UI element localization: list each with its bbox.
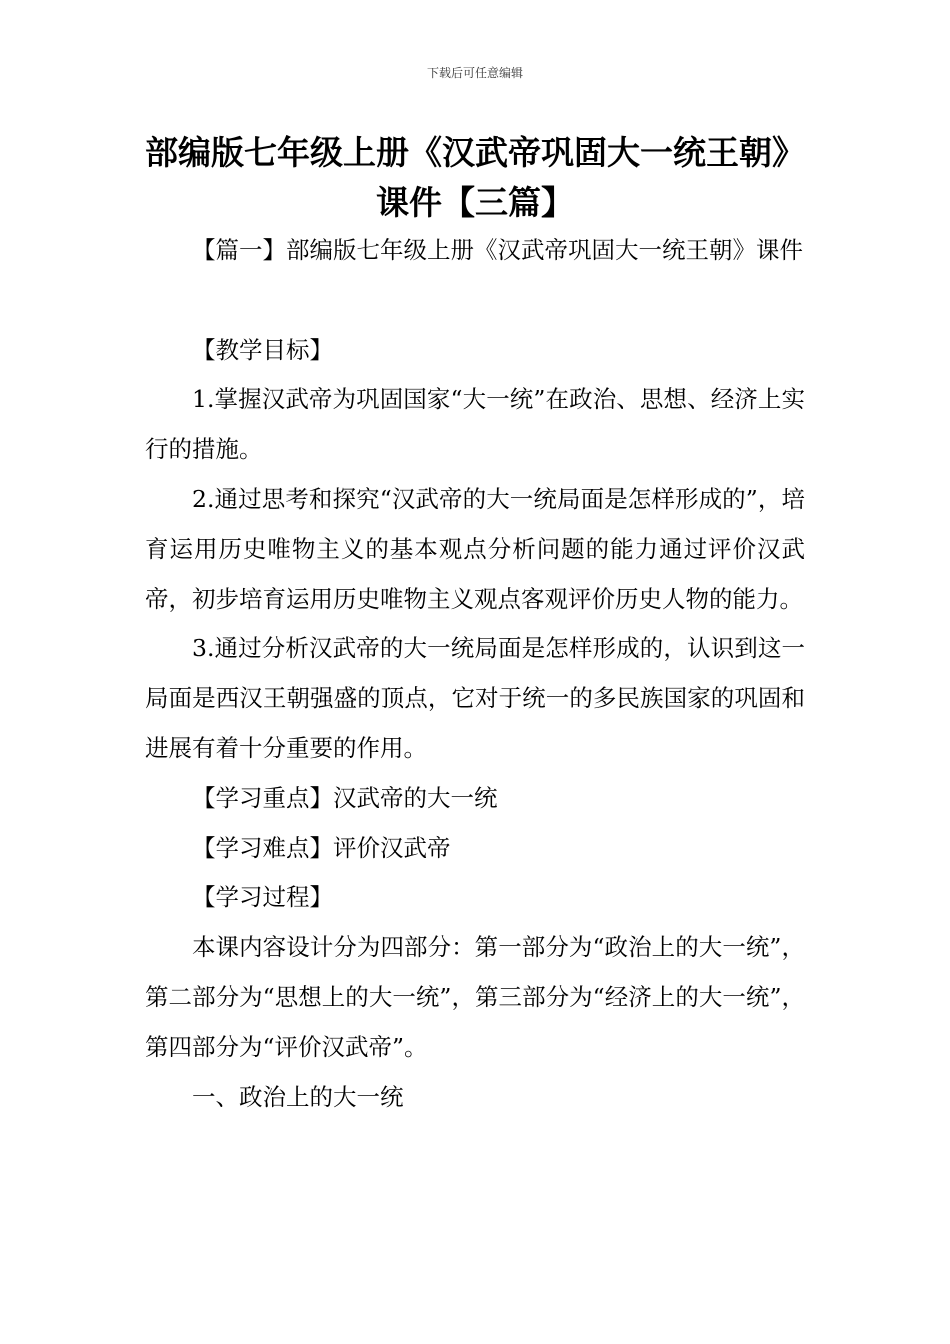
section-heading-part-one: 【篇一】部编版七年级上册《汉武帝巩固大一统王朝》课件 [192, 236, 803, 264]
learning-key-point: 【学习重点】汉武帝的大一统 [192, 783, 498, 812]
document-body [145, 226, 805, 1122]
document-title: 部编版七年级上册《汉武帝巩固大一统王朝》课件【三篇】 [145, 133, 805, 222]
heading-teaching-objectives: 【教学目标】 [192, 335, 333, 364]
objective-2: 2.通过思考和探究“汉武帝的大一统局面是怎样形成的”，培育运用历史唯物主义的基本观点分析问题的能力通过评价汉武帝，初步培育运用历史唯物主义观点客观评价历史人物的能力。 [145, 484, 805, 613]
learning-difficulty: 【学习难点】评价汉武帝 [192, 833, 451, 862]
objective-3: 3.通过分析汉武帝的大一统局面是怎样形成的，认识到这一局面是西汉王朝强盛的顶点，它对于统一的多民族国家的巩固和进展有着十分重要的作用。 [145, 634, 805, 762]
heading-learning-process: 【学习过程】 [192, 883, 333, 912]
course-design-paragraph: 本课内容设计分为四部分：第一部分为“政治上的大一统”，第二部分为“思想上的大一统”，第三部分为“经济上的大一统”，第四部分为“评价汉武帝”。 [145, 933, 805, 1061]
objective-1: 1.掌握汉武帝为巩固国家“大一统”在政治、思想、经济上实行的措施。 [145, 385, 805, 464]
section-political-unification: 一、政治上的大一统 [192, 1082, 404, 1111]
header-note: 下载后可任意编辑 [426, 66, 523, 80]
blank-line [145, 276, 805, 326]
